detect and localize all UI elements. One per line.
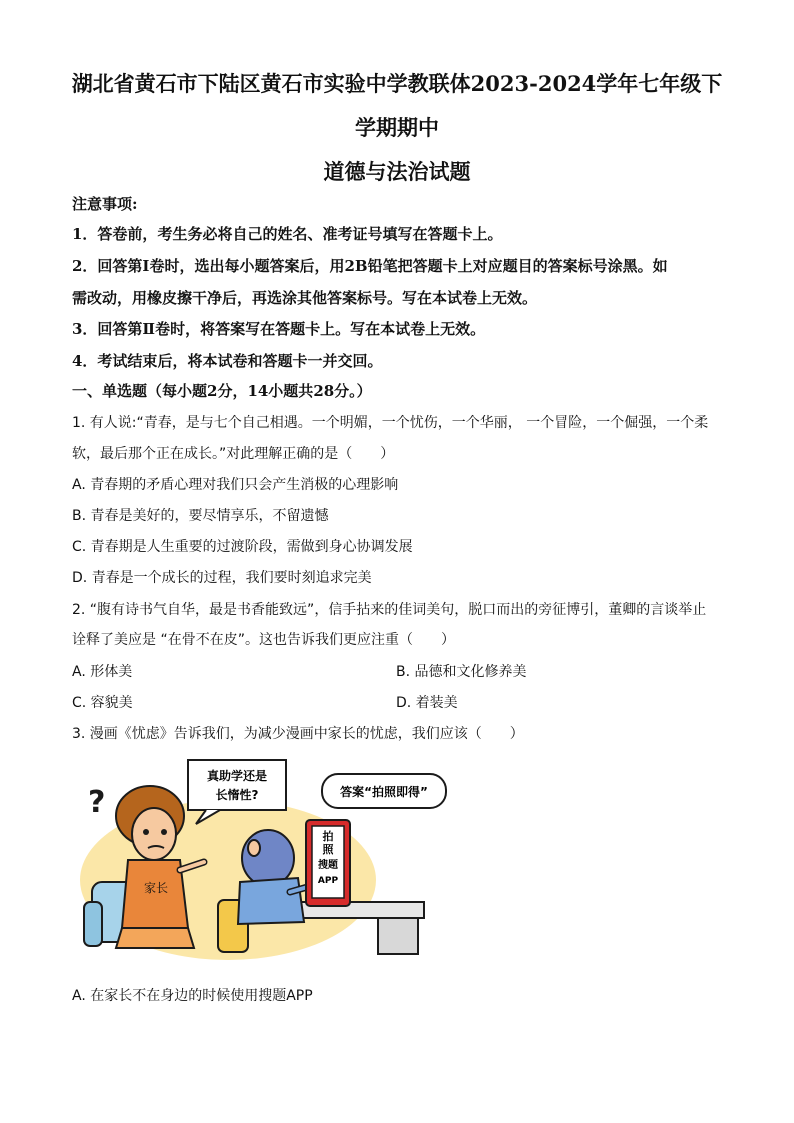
q2-stem-line1: 2. “腹有诗书气自华，最是书香能致远”，信手拈来的佳词美句，脱口而出的旁征博引，董卿的言谈举止 xyxy=(72,602,707,618)
q3-option-a: A. 在家长不在身边的时候使用搜题APP xyxy=(72,988,313,1004)
q1-option-a: A. 青春期的矛盾心理对我们只会产生消极的心理影响 xyxy=(72,477,399,493)
sofa-arm-illustration xyxy=(84,902,102,946)
screen-text-3: 搜题 xyxy=(318,860,338,871)
note-item: 1．答卷前，考生务必将自己的姓名、准考证号填写在答题卡上。 xyxy=(72,225,503,243)
q1-option-d: D. 青春是一个成长的过程，我们要时刻追求完美 xyxy=(72,570,372,586)
speech-bubble-left xyxy=(188,760,286,810)
q2-stem-line2: 诠释了美应是 “在骨不在皮”。这也告诉我们更应注重（ ） xyxy=(72,632,455,648)
q2-option-b: B. 品德和文化修养美 xyxy=(396,664,527,680)
q3-stem: 3. 漫画《忧虑》告诉我们，为减少漫画中家长的忧虑，我们应该（ ） xyxy=(72,726,524,742)
notes-heading: 注意事项: xyxy=(72,195,138,213)
screen-text-1: 拍 xyxy=(322,830,334,843)
exam-title-line1: 湖北省黄石市下陆区黄石市实验中学教联体2023-2024学年七年级下 xyxy=(71,71,723,96)
desk-drawer-illustration xyxy=(378,918,418,954)
section-heading: 一、单选题（每小题2分，14小题共28分。） xyxy=(72,382,372,400)
bubble-left-line1: 真助学还是 xyxy=(206,769,268,783)
question-mark-icon: ? xyxy=(88,785,106,820)
q1-stem-line2: 软，最后那个正在成长。”对此理解正确的是（ ） xyxy=(72,446,395,462)
q1-stem-line1: 1. 有人说:“青春，是与七个自己相遇。一个明媚，一个忧伤，一个华丽， 一个冒险，一个倔强，一个柔 xyxy=(72,415,709,431)
screen-text-4: APP xyxy=(317,876,339,886)
exam-title-line2: 学期期中 xyxy=(355,115,439,140)
q2-option-d: D. 着装美 xyxy=(396,695,458,711)
worry-cartoon-illustration xyxy=(78,752,450,960)
note-item: 4．考试结束后，将本试卷和答题卡一并交回。 xyxy=(72,352,383,370)
q2-option-c: C. 容貌美 xyxy=(72,695,133,711)
note-item: 需改动，用橡皮擦干净后，再选涂其他答案标号。写在本试卷上无效。 xyxy=(72,289,538,307)
note-item: 3．回答第Ⅱ卷时，将答案写在答题卡上。写在本试卷上无效。 xyxy=(72,320,486,338)
note-item: 2．回答第Ⅰ卷时，选出每小题答案后，用2B铅笔把答题卡上对应题目的答案标号涂黑。如 xyxy=(72,257,668,275)
bubble-right-text: 答案“拍照即得” xyxy=(340,785,428,799)
parent-label: 家长 xyxy=(144,881,169,895)
exam-subject: 道德与法治试题 xyxy=(323,159,471,184)
bubble-left-line2: 长惰性? xyxy=(215,788,259,802)
screen-text-2: 照 xyxy=(322,843,334,856)
q1-option-b: B. 青春是美好的，要尽情享乐，不留遗憾 xyxy=(72,508,329,524)
q2-option-a: A. 形体美 xyxy=(72,664,133,680)
q1-option-c: C. 青春期是人生重要的过渡阶段，需做到身心协调发展 xyxy=(72,539,413,555)
